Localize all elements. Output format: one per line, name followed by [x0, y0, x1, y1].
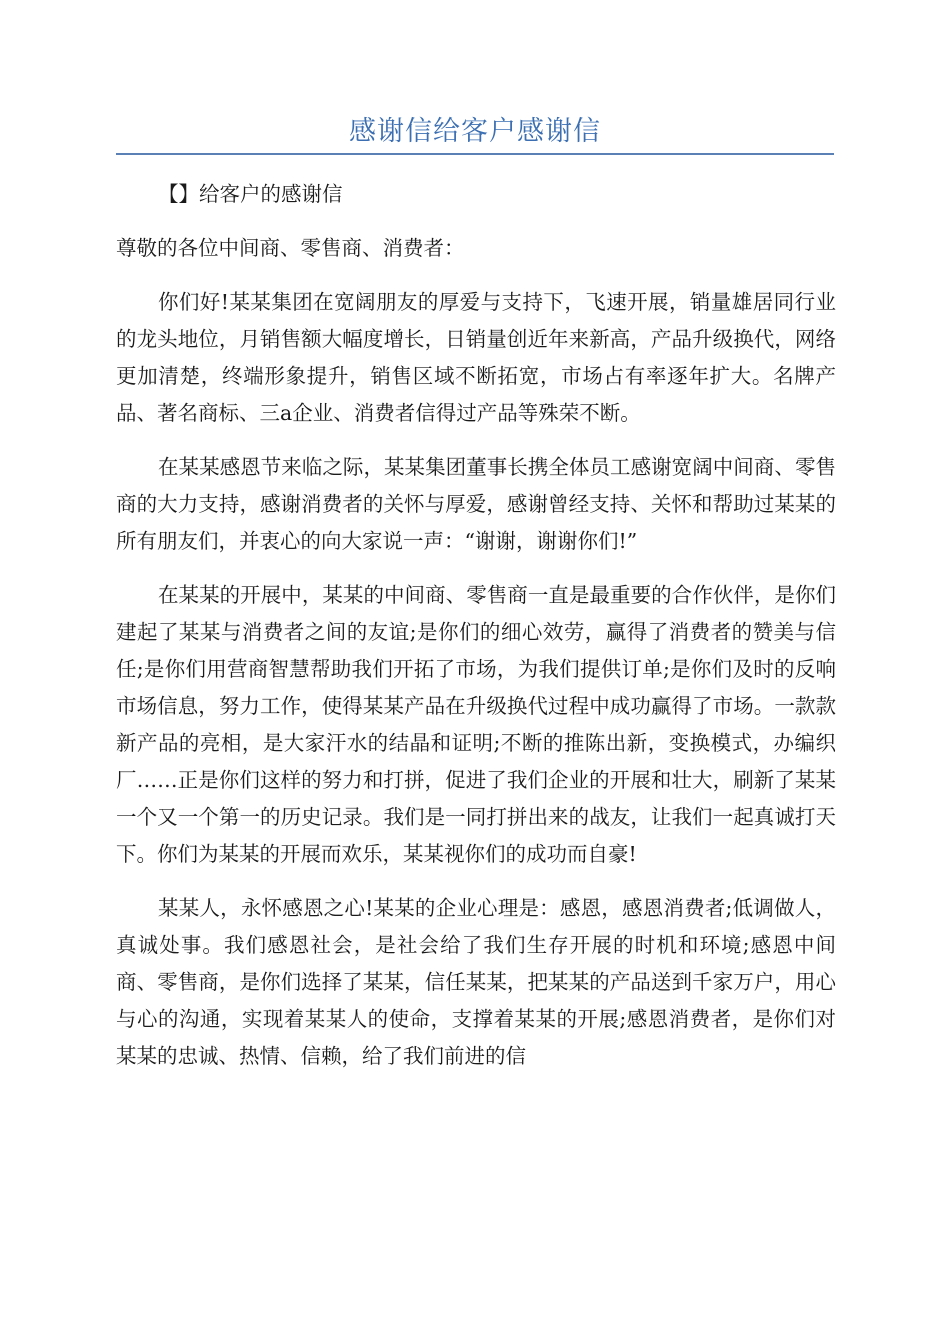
title-underline: [116, 153, 834, 155]
paragraph: 你们好!某某集团在宽阔朋友的厚爱与支持下，飞速开展，销量雄居同行业的龙头地位，月销售额大幅度增长，日销量创近年来新高，产品升级换代，网络更加清楚，终端形象提升，销售区域不断拓宽，市场占有率逐年扩大。名牌产品、著名商标、三a企业、消费者信得过产品等殊荣不断。: [116, 290, 836, 425]
document-body: [116, 176, 836, 1075]
document-title: 感谢信给客户感谢信: [349, 116, 601, 147]
paragraph: 某某人，永怀感恩之心!某某的企业心理是：感恩，感恩消费者;低调做人，真诚处事。我们感恩社会，是社会给了我们生存开展的时机和环境;感恩中间商、零售商，是你们选择了某某，信任某某，把某某的产品送到千家万户，用心与心的沟通，实现着某某人的使命，支撑着某某的开展;感恩消费者，是你们对某某的忠诚、热情、信赖，给了我们前进的信: [116, 896, 836, 1068]
paragraph: 在某某的开展中，某某的中间商、零售商一直是最重要的合作伙伴，是你们建起了某某与消费者之间的友谊;是你们的细心效劳，赢得了消费者的赞美与信任;是你们用营商智慧帮助我们开拓了市场，为我们提供订单;是你们及时的反响市场信息，努力工作，使得某某产品在升级换代过程中成功赢得了市场。一款款新产品的亮相，是大家汗水的结晶和证明;不断的推陈出新，变换模式，办编织厂……正是你们这样的努力和打拼，促进了我们企业的开展和壮大，刷新了某某一个又一个第一的历史记录。我们是一同打拼出来的战友，让我们一起真诚打天下。你们为某某的开展而欢乐，某某视你们的成功而自豪!: [116, 583, 836, 866]
subheading: 【】给客户的感谢信: [158, 182, 343, 206]
paragraph: 在某某感恩节来临之际，某某集团董事长携全体员工感谢宽阔中间商、零售商的大力支持，感谢消费者的关怀与厚爱，感谢曾经支持、关怀和帮助过某某的所有朋友们，并衷心的向大家说一声：“谢谢，谢谢你们!”: [116, 455, 836, 553]
salutation: 尊敬的各位中间商、零售商、消费者：: [116, 236, 465, 260]
